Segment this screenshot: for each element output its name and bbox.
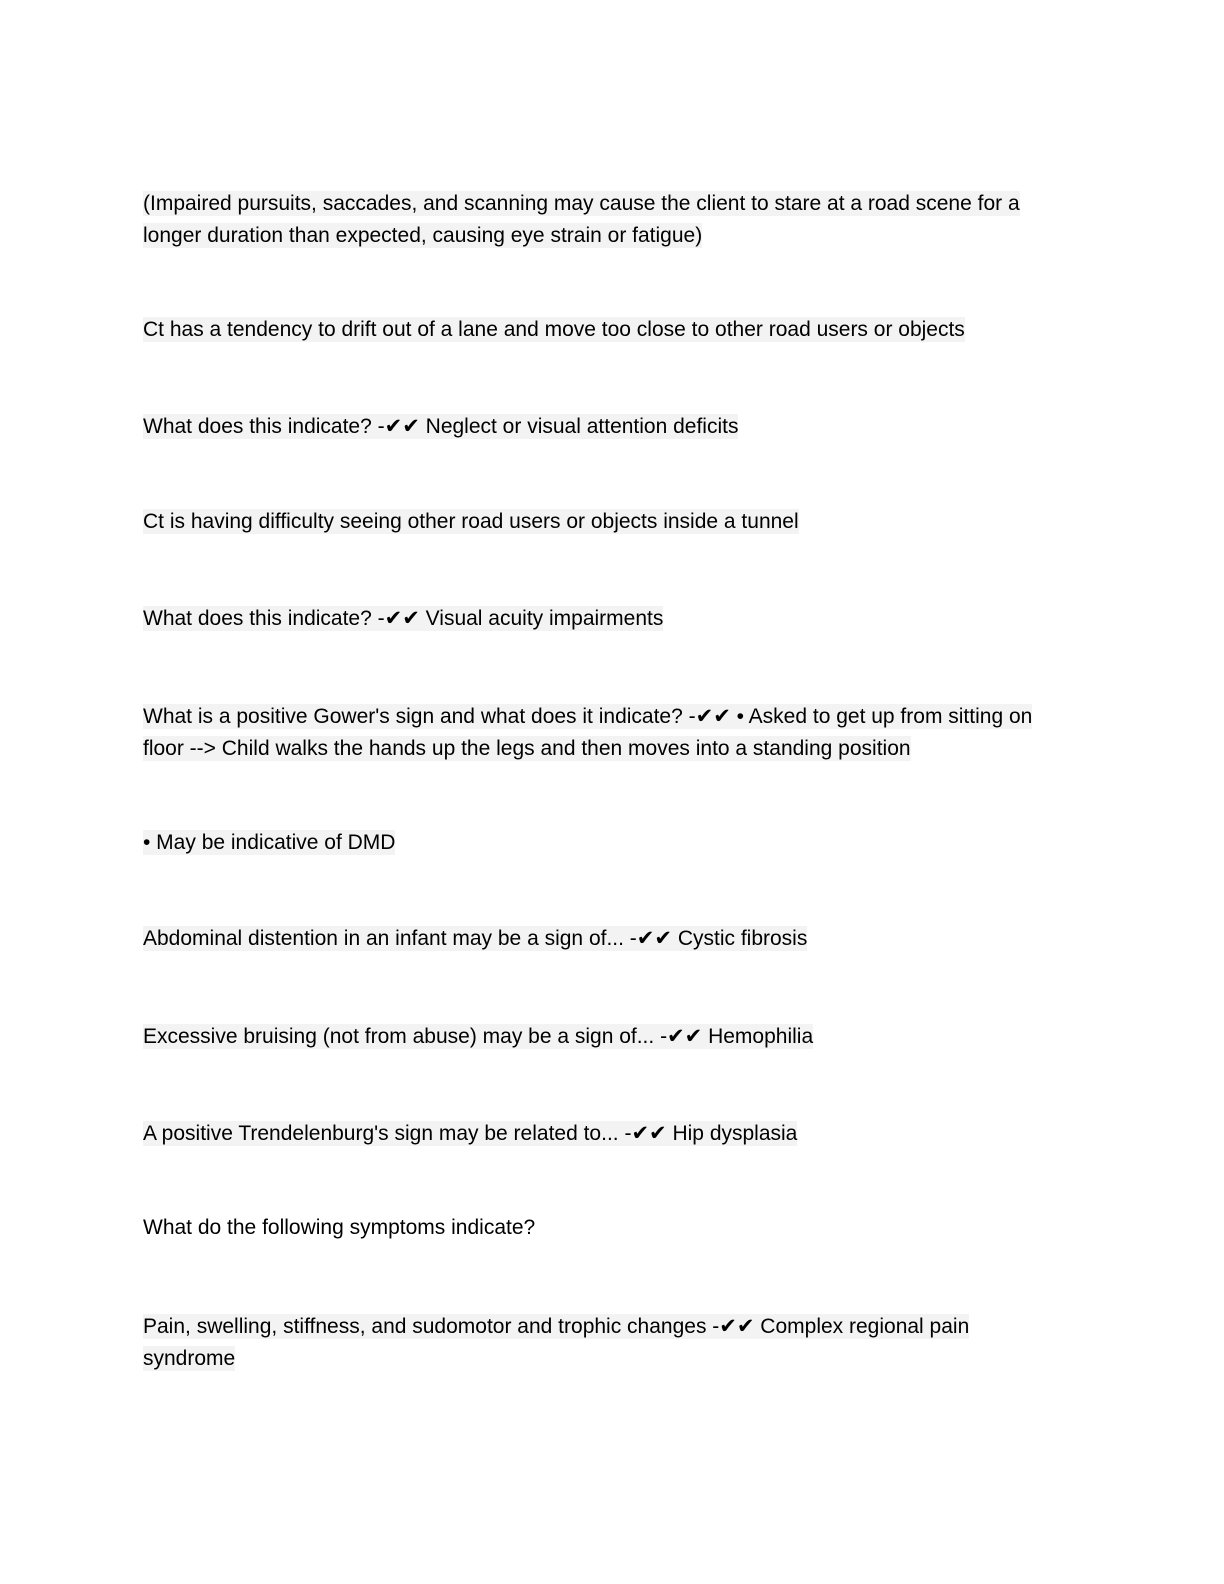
paragraph-3 — [143, 411, 1063, 443]
paragraph-6 — [143, 701, 1063, 765]
paragraph-8 — [143, 923, 1063, 955]
paragraph-1 — [143, 188, 1063, 252]
paragraph-6-text: What is a positive Gower's sign and what does it indicate? -✔✔ • Asked to get up from sitting on floor --> Child walks the hands up the legs and then moves into a standing position — [143, 705, 1033, 760]
paragraph-7 — [143, 827, 1063, 859]
paragraph-11 — [143, 1212, 1063, 1244]
paragraph-3-text: What does this indicate? -✔✔ Neglect or visual attention deficits — [143, 415, 739, 438]
paragraph-2 — [143, 314, 1063, 346]
paragraph-7-text: • May be indicative of DMD — [143, 831, 396, 854]
paragraph-9-text: Excessive bruising (not from abuse) may be a sign of... -✔✔ Hemophilia — [143, 1025, 814, 1048]
paragraph-12 — [143, 1311, 1063, 1375]
paragraph-5 — [143, 603, 1063, 635]
paragraph-2-text: Ct has a tendency to drift out of a lane and move too close to other road users or objects — [143, 318, 965, 341]
paragraph-4-text: Ct is having difficulty seeing other road users or objects inside a tunnel — [143, 510, 799, 533]
paragraph-5-text: What does this indicate? -✔✔ Visual acuity impairments — [143, 607, 664, 630]
paragraph-4 — [143, 506, 1063, 538]
paragraph-12-text: Pain, swelling, stiffness, and sudomotor and trophic changes -✔✔ Complex regional pain syndrome — [143, 1315, 970, 1370]
paragraph-11-text: What do the following symptoms indicate? — [143, 1216, 536, 1239]
paragraph-8-text: Abdominal distention in an infant may be a sign of... -✔✔ Cystic fibrosis — [143, 927, 808, 950]
paragraph-10-text: A positive Trendelenburg's sign may be related to... -✔✔ Hip dysplasia — [143, 1122, 798, 1145]
paragraph-9 — [143, 1021, 1063, 1053]
paragraph-10 — [143, 1118, 1063, 1150]
paragraph-1-text: (Impaired pursuits, saccades, and scanning may cause the client to stare at a road scene for a longer duration than expected, causing eye strain or fatigue) — [143, 192, 1020, 247]
